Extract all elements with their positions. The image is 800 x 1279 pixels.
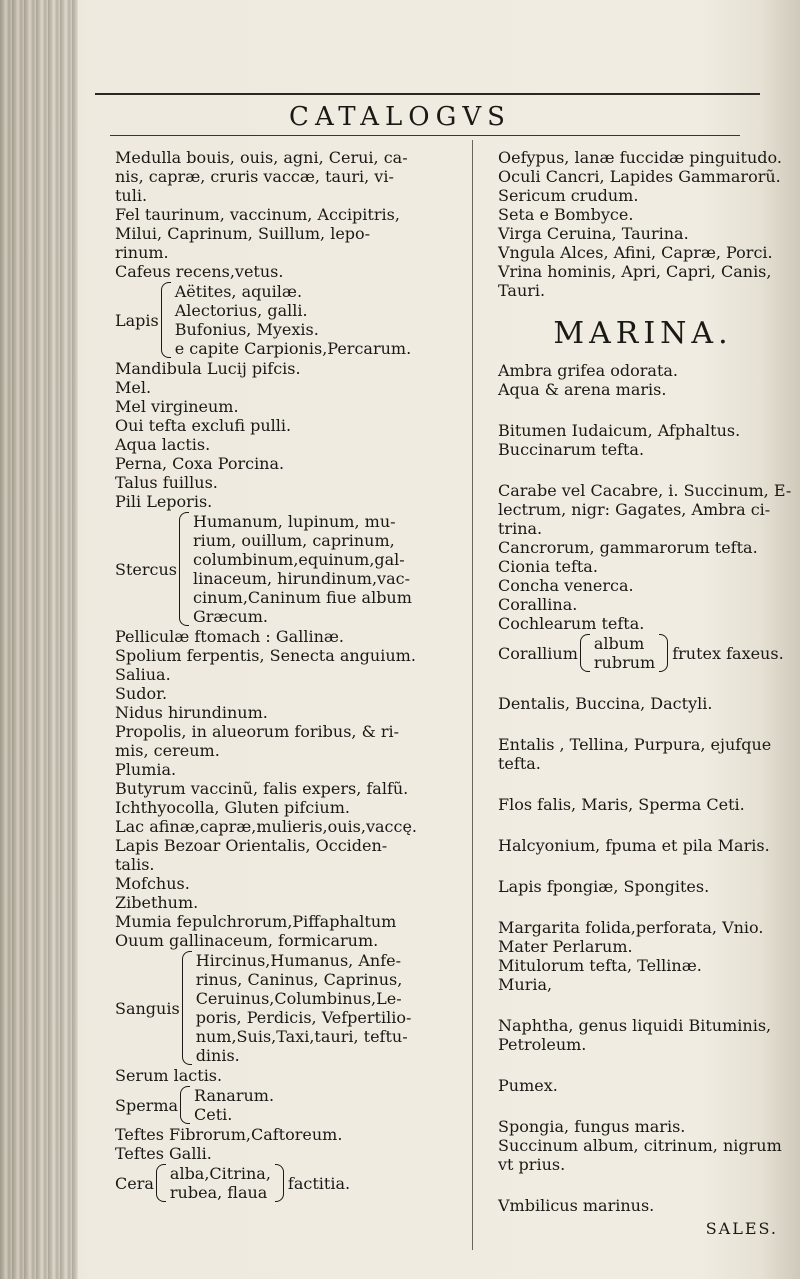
entry-line: Mitulorum tefta, Tellinæ. [498,956,702,975]
entry-line: Margarita folida,perforata, Vnio. [498,918,764,937]
entry-line: Flos falis, Maris, Sperma Ceti. [498,795,745,814]
entry-line: Teftes Galli. [115,1144,212,1163]
sperma-items [194,1086,274,1124]
entry-line: Spongia, fungus maris. [498,1117,686,1136]
entry-line: rium, ouillum, caprinum, [192,531,395,550]
right-block-k [498,1016,788,1054]
entry-line: Cochlearum tefta. [498,614,645,633]
entry-line: Perna, Coxa Porcina. [115,454,285,473]
right-column [498,148,792,1238]
entry-line: Serum lactis. [115,1066,223,1085]
entry-line: linaceum, hirundinum,vac- [192,569,410,588]
entry-line: Vngula Alces, Afini, Capræ, Porci. [498,243,773,262]
right-block-m [498,1117,788,1174]
entry-line: Cionia tefta. [498,557,598,576]
entry-line: Cafeus recens,vetus. [115,262,284,281]
sperma-brace [180,1086,190,1124]
entry-line: Halcyonium, fpuma et pila Maris. [498,836,770,855]
book-spine-edge [0,0,78,1279]
entry-line: Aëtites, aquilæ. [174,282,303,301]
corallium-brace-left [580,634,590,672]
sanguis-group [115,951,465,1065]
entry-line: poris, Perdicis, Vefpertilio- [195,1008,412,1027]
entry-line: Oculi Cancri, Lapides Gammarorũ. [498,167,781,186]
entry-line: lectrum, nigr: Gagates, Ambra ci- [498,500,771,519]
right-block-i [498,877,788,896]
entry-line: Vmbilicus marinus. [498,1196,655,1215]
entry-line: Lapis fpongiæ, Spongites. [498,877,710,896]
lapis-items [175,282,411,358]
left-block-a [115,148,465,281]
entry-line: Plumia. [115,760,177,779]
left-block-d [115,1066,465,1085]
entry-line: Zibethum. [115,893,199,912]
header-rule [110,135,740,136]
left-block-b [115,359,465,511]
entry-line: Humanum, lupinum, mu- [192,512,396,531]
entry-line: Nidus hirundinum. [115,703,268,722]
entry-line: Aqua lactis. [115,435,211,454]
entry-line: Bufonius, Myexis. [174,320,319,339]
stercus-group [115,512,465,626]
entry-line: Hircinus,Humanus, Anfe- [195,951,402,970]
entry-line: Mater Perlarum. [498,937,633,956]
cera-brace-right [275,1164,284,1202]
sanguis-label: Sanguis [115,998,180,1018]
entry-line: num,Suis,Taxi,tauri, teftu- [195,1027,408,1046]
entry-line: Dentalis, Buccina, Dactyli. [498,694,713,713]
entry-line: Mel virgineum. [115,397,239,416]
right-block-e [498,694,788,713]
entry-line: nis, capræ, cruris vaccæ, tauri, vi- [115,167,394,186]
entry-line: Pelliculæ ftomach : Gallinæ. [115,627,344,646]
right-block-c [498,421,788,459]
right-block-h [498,836,788,855]
cera-items [170,1164,271,1202]
section-title-marina: MARINA. [553,316,733,351]
entry-line: Sudor. [115,684,168,703]
entry-line: Medulla bouis, ouis, agni, Cerui, ca- [115,148,408,167]
top-rule [95,93,760,95]
left-block-c [115,627,465,950]
stercus-label: Stercus [115,559,177,579]
right-block-g [498,795,788,814]
entry-line: dinis. [195,1046,240,1065]
stercus-brace [179,512,189,626]
entry-line: Pumex. [498,1076,558,1095]
entry-line: Petroleum. [498,1035,587,1054]
entry-line: vt prius. [498,1155,566,1174]
entry-line: Propolis, in alueorum foribus, & ri- [115,722,400,741]
cera-label: Cera [115,1173,154,1193]
left-block-e [115,1125,465,1163]
entry-line: Virga Ceruina, Taurina. [498,224,689,243]
entry-line: trina. [498,519,543,538]
page-header: CATALOGVS [289,102,511,132]
entry-line: tefta. [498,754,541,773]
entry-line: Buccinarum tefta. [498,440,645,459]
entry-line: rinus, Caninus, Caprinus, [195,970,403,989]
entry-line: Ceruinus,Columbinus,Le- [195,989,402,1008]
entry-line: rubea, flaua [169,1183,268,1202]
entry-line: Mel. [115,378,152,397]
entry-line: Ceti. [194,1105,233,1124]
sanguis-items [196,951,412,1065]
entry-line: Corallina. [498,595,578,614]
right-block-d [498,481,792,633]
right-block-l [498,1076,788,1095]
entry-line: Concha venerca. [498,576,634,595]
entry-line: Carabe vel Cacabre, i. Succinum, E- [498,481,792,500]
entry-line: Fel taurinum, vaccinum, Accipitris, [115,205,400,224]
entry-line: columbinum,equinum,gal- [192,550,405,569]
entry-line: Muria, [498,975,553,994]
corallium-suffix: frutex faxeus. [672,643,784,663]
entry-line: Succinum album, citrinum, nigrum [498,1136,782,1155]
entry-line: Seta e Bombyce. [498,205,634,224]
entry-line: Tauri. [498,281,546,300]
right-block-j [498,918,788,994]
entry-line: Aqua & arena maris. [498,380,667,399]
entry-line: Bitumen Iudaicum, Afphaltus. [498,421,741,440]
corallium-label: Corallium [498,643,578,663]
entry-line: Cancrorum, gammarorum tefta. [498,538,758,557]
entry-line: rinum. [115,243,169,262]
stercus-items [193,512,412,626]
right-block-b [498,361,788,399]
lapis-label: Lapis [115,310,159,330]
entry-line: e capite Carpionis,Percarum. [174,339,412,358]
cera-brace-left [156,1164,166,1202]
right-block-n [498,1196,788,1215]
entry-line: Teftes Fibrorum,Caftoreum. [115,1125,343,1144]
column-divider [472,140,473,1250]
entry-line: Oefypus, lanæ fuccidæ pinguitudo. [498,148,782,167]
lapis-group [115,282,465,358]
entry-line: Pili Leporis. [115,492,213,511]
entry-line: rubrum [593,653,656,672]
entry-line: Ouum gallinaceum, formicarum. [115,931,379,950]
right-block-a [498,148,788,300]
entry-line: Lac afinæ,capræ,mulieris,ouis,vaccę. [115,817,418,836]
entry-line: Lapis Bezoar Orientalis, Occiden- [115,836,388,855]
catchword: SALES. [705,1219,778,1238]
entry-line: Ambra grifea odorata. [498,361,679,380]
entry-line: Græcum. [192,607,268,626]
sanguis-brace [182,951,192,1065]
entry-line: mis, cereum. [115,741,220,760]
entry-line: Entalis , Tellina, Purpura, ejufque [498,735,772,754]
entry-line: Mandibula Lucij pifcis. [115,359,301,378]
sperma-group [115,1086,465,1124]
corallium-brace-right [659,634,668,672]
entry-line: Naphtha, genus liquidi Bituminis, [498,1016,772,1035]
entry-line: Vrina hominis, Apri, Capri, Canis, [498,262,772,281]
entry-line: Saliua. [115,665,171,684]
entry-line: Spolium ferpentis, Senecta anguium. [115,646,416,665]
entry-line: Milui, Caprinum, Suillum, lepo- [115,224,371,243]
sperma-label: Sperma [115,1095,179,1115]
cera-group [115,1164,465,1202]
entry-line: Ranarum. [194,1086,275,1105]
entry-line: Alectorius, galli. [174,301,308,320]
entry-line: Ichthyocolla, Gluten pifcium. [115,798,350,817]
entry-line: tuli. [115,186,148,205]
entry-line: Butyrum vaccinũ, falis expers, falfũ. [115,779,409,798]
lapis-brace [161,282,171,358]
right-block-f [498,735,788,773]
entry-line: cinum,Caninum fiue album [192,588,412,607]
entry-line: alba,Citrina, [169,1164,271,1183]
entry-line: Talus fuillus. [115,473,218,492]
corallium-items [594,634,655,672]
corallium-group [498,634,788,672]
entry-line: talis. [115,855,155,874]
entry-line: Sericum crudum. [498,186,639,205]
entry-line: Mofchus. [115,874,190,893]
entry-line: album [593,634,645,653]
left-column [115,148,465,1203]
entry-line: Oui tefta exclufi pulli. [115,416,292,435]
entry-line: Mumia fepulchrorum,Piffaphaltum [115,912,397,931]
cera-suffix: factitia. [287,1173,351,1193]
